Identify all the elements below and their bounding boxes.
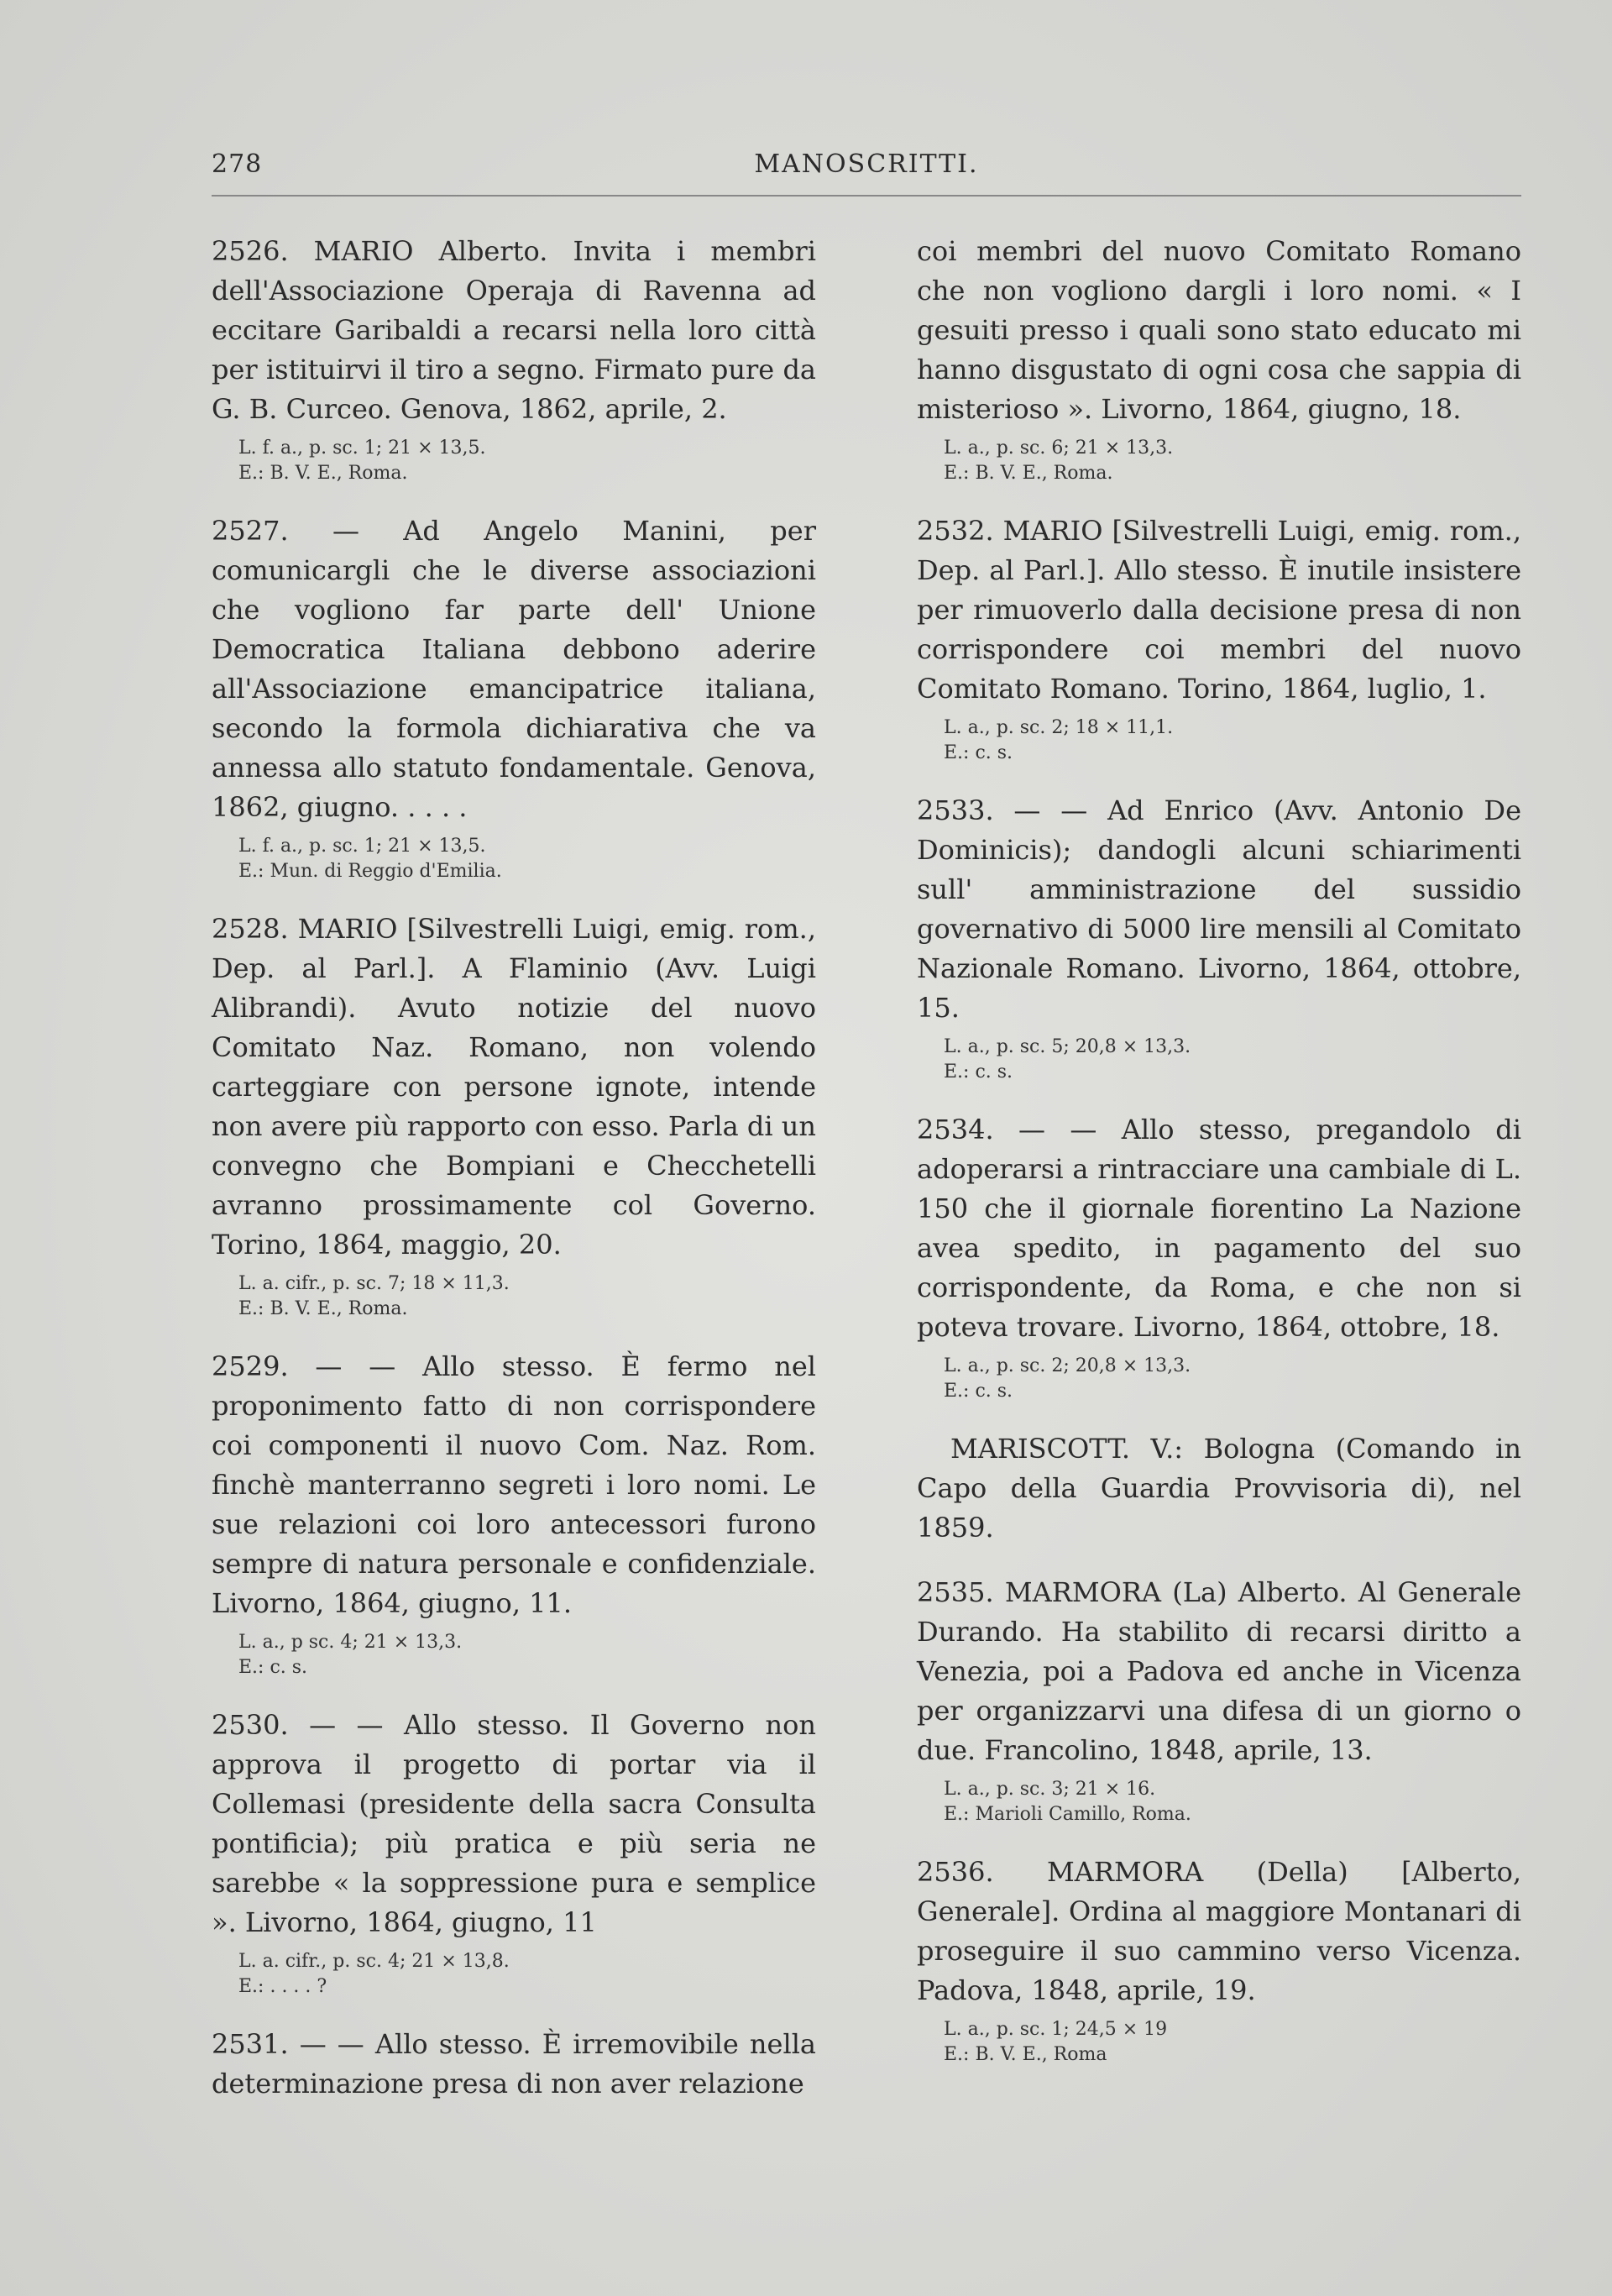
entry-metadata xyxy=(238,436,816,486)
entry-text: 2530. — — Allo stesso. Il Governo non approva il progetto di portar via il Collemasi (presidente della sacra Consulta pontificia); più pratica e più seria ne sarebbe « la soppressione pura e semplice ». Livorno, 1864, giugno, 11 xyxy=(212,1709,816,1938)
header-rule xyxy=(212,195,1521,197)
entry-metadata xyxy=(944,716,1521,766)
entry-metadata xyxy=(238,1630,816,1680)
entry-metadata xyxy=(238,834,816,884)
metadata-line: L. a., p sc. 4; 21 × 13,3. xyxy=(238,1632,463,1653)
entry-metadata xyxy=(944,436,1521,486)
entry-text: MARISCOTT. V.: Bologna (Comando in Capo della Guardia Provvisoria di), nel 1859. xyxy=(917,1433,1521,1544)
metadata-line: E.: B. V. E., Roma. xyxy=(238,463,408,484)
entry-metadata xyxy=(238,1949,816,2000)
metadata-line: E.: c. s. xyxy=(238,1657,308,1678)
entry-metadata xyxy=(944,1354,1521,1404)
entry-metadata xyxy=(944,2017,1521,2068)
catalog-entry xyxy=(917,791,1521,1085)
entry-metadata xyxy=(238,1271,816,1322)
metadata-line: L. a., p. sc. 3; 21 × 16. xyxy=(944,1779,1156,1800)
entry-text: 2533. — — Ad Enrico (Avv. Antonio De Dominicis); dandogli alcuni schiarimenti sull' amministrazione del sussidio governativo di 5000 lire mensili al Comitato Nazionale Romano. Livorno, 1864, ottobre, 15. xyxy=(917,794,1521,1024)
metadata-line: L. a. cifr., p. sc. 7; 18 × 11,3. xyxy=(238,1273,510,1294)
entry-text: 2536. MARMORA (Della) [Alberto, Generale]. Ordina al maggiore Montanari di proseguire il suo cammino verso Vicenza. Padova, 1848, aprile, 19. xyxy=(917,1856,1521,2006)
running-title: MANOSCRITTI. xyxy=(754,149,979,179)
entry-text: 2535. MARMORA (La) Alberto. Al Generale Durando. Ha stabilito di recarsi diritto a Venezia, poi a Padova ed anche in Vicenza per organizzarvi una difesa di un giorno o due. Francolino, 1848, aprile, 13. xyxy=(917,1576,1521,1766)
entry-text: 2527. — Ad Angelo Manini, per comunicargli che le diverse associazioni che vogliono far parte dell' Unione Democratica Italiana debbono aderire all'Associazione emancipatrice italiana, secondo la formola dichiarativa che va annessa allo statuto fondamentale. Genova, 1862, giugno. . . . . xyxy=(212,515,816,823)
metadata-line: L. a., p. sc. 2; 18 × 11,1. xyxy=(944,717,1174,738)
catalog-entry xyxy=(212,511,816,884)
metadata-line: E.: Marioli Camillo, Roma. xyxy=(944,1804,1191,1825)
entry-text: 2532. MARIO [Silvestrelli Luigi, emig. rom., Dep. al Parl.]. Allo stesso. È inutile insistere per rimuoverlo dalla decisione presa di non corrispondere coi membri del nuovo Comitato Romano. Torino, 1864, luglio, 1. xyxy=(917,515,1521,705)
metadata-line: E.: B. V. E., Roma. xyxy=(944,463,1113,484)
page-number: 278 xyxy=(212,149,263,179)
metadata-line: L. f. a., p. sc. 1; 21 × 13,5. xyxy=(238,438,486,459)
metadata-line: L. a., p. sc. 6; 21 × 13,3. xyxy=(944,438,1174,459)
entry-text: 2528. MARIO [Silvestrelli Luigi, emig. rom., Dep. al Parl.]. A Flaminio (Avv. Luigi Alibrandi). Avuto notizie del nuovo Comitato Naz. Romano, non volendo carteggiare con persone ignote, intende non avere più rapporto con esso. Parla di un convegno che Bompiani e Checchetelli avranno prossimamente col Governo. Torino, 1864, maggio, 20. xyxy=(212,913,816,1261)
page-header xyxy=(212,149,1521,191)
catalog-entry xyxy=(917,1573,1521,1827)
metadata-line: L. a., p. sc. 1; 24,5 × 19 xyxy=(944,2019,1168,2040)
metadata-line: E.: B. V. E., Roma xyxy=(944,2044,1107,2065)
metadata-line: L. a., p. sc. 2; 20,8 × 13,3. xyxy=(944,1355,1191,1376)
entry-metadata xyxy=(944,1035,1521,1085)
metadata-line: E.: B. V. E., Roma. xyxy=(238,1298,408,1319)
metadata-line: L. a., p. sc. 5; 20,8 × 13,3. xyxy=(944,1036,1191,1057)
right-column xyxy=(917,232,1521,2093)
metadata-line: E.: c. s. xyxy=(944,1062,1013,1082)
catalog-entry xyxy=(917,232,1521,486)
catalog-entry xyxy=(917,1110,1521,1404)
entry-text: coi membri del nuovo Comitato Romano che non vogliono dargli i loro nomi. « I gesuiti presso i quali sono stato educato mi hanno disgustato di ogni cosa che sappia di misterioso ». Livorno, 1864, giugno, 18. xyxy=(917,235,1521,425)
metadata-line: E.: c. s. xyxy=(944,742,1013,763)
metadata-line: E.: Mun. di Reggio d'Emilia. xyxy=(238,861,502,882)
metadata-line: E.: . . . . ? xyxy=(238,1976,327,1997)
entry-text: 2534. — — Allo stesso, pregandolo di adoperarsi a rintracciare una cambiale di L. 150 che il giornale fiorentino La Nazione avea spedito, in pagamento del suo corrispondente, da Roma, e che non si poteva trovare. Livorno, 1864, ottobre, 18. xyxy=(917,1114,1521,1343)
entry-text: 2526. MARIO Alberto. Invita i membri dell'Associazione Operaja di Ravenna ad eccitare Garibaldi a recarsi nella loro città per istituirvi il tiro a segno. Firmato pure da G. B. Curceo. Genova, 1862, aprile, 2. xyxy=(212,235,816,425)
entry-metadata xyxy=(944,1777,1521,1827)
metadata-line: L. f. a., p. sc. 1; 21 × 13,5. xyxy=(238,836,486,857)
entry-text: 2529. — — Allo stesso. È fermo nel proponimento fatto di non corrispondere coi componenti il nuovo Com. Naz. Rom. finchè manterranno segreti i loro nomi. Le sue relazioni coi loro antecessori furono sempre di natura personale e confidenziale. Livorno, 1864, giugno, 11. xyxy=(212,1350,816,1619)
cross-reference-entry xyxy=(917,1429,1521,1548)
metadata-line: E.: c. s. xyxy=(944,1381,1013,1402)
catalog-entry xyxy=(212,2025,816,2104)
catalog-entry xyxy=(212,909,816,1322)
catalog-entry xyxy=(212,1347,816,1680)
left-column xyxy=(212,232,816,2129)
catalog-entry xyxy=(917,511,1521,766)
catalog-entry xyxy=(917,1853,1521,2068)
metadata-line: L. a. cifr., p. sc. 4; 21 × 13,8. xyxy=(238,1951,510,1972)
entry-text: 2531. — — Allo stesso. È irremovibile nella determinazione presa di non aver relazione xyxy=(212,2028,816,2099)
catalog-entry xyxy=(212,1706,816,2000)
catalog-entry xyxy=(212,232,816,486)
